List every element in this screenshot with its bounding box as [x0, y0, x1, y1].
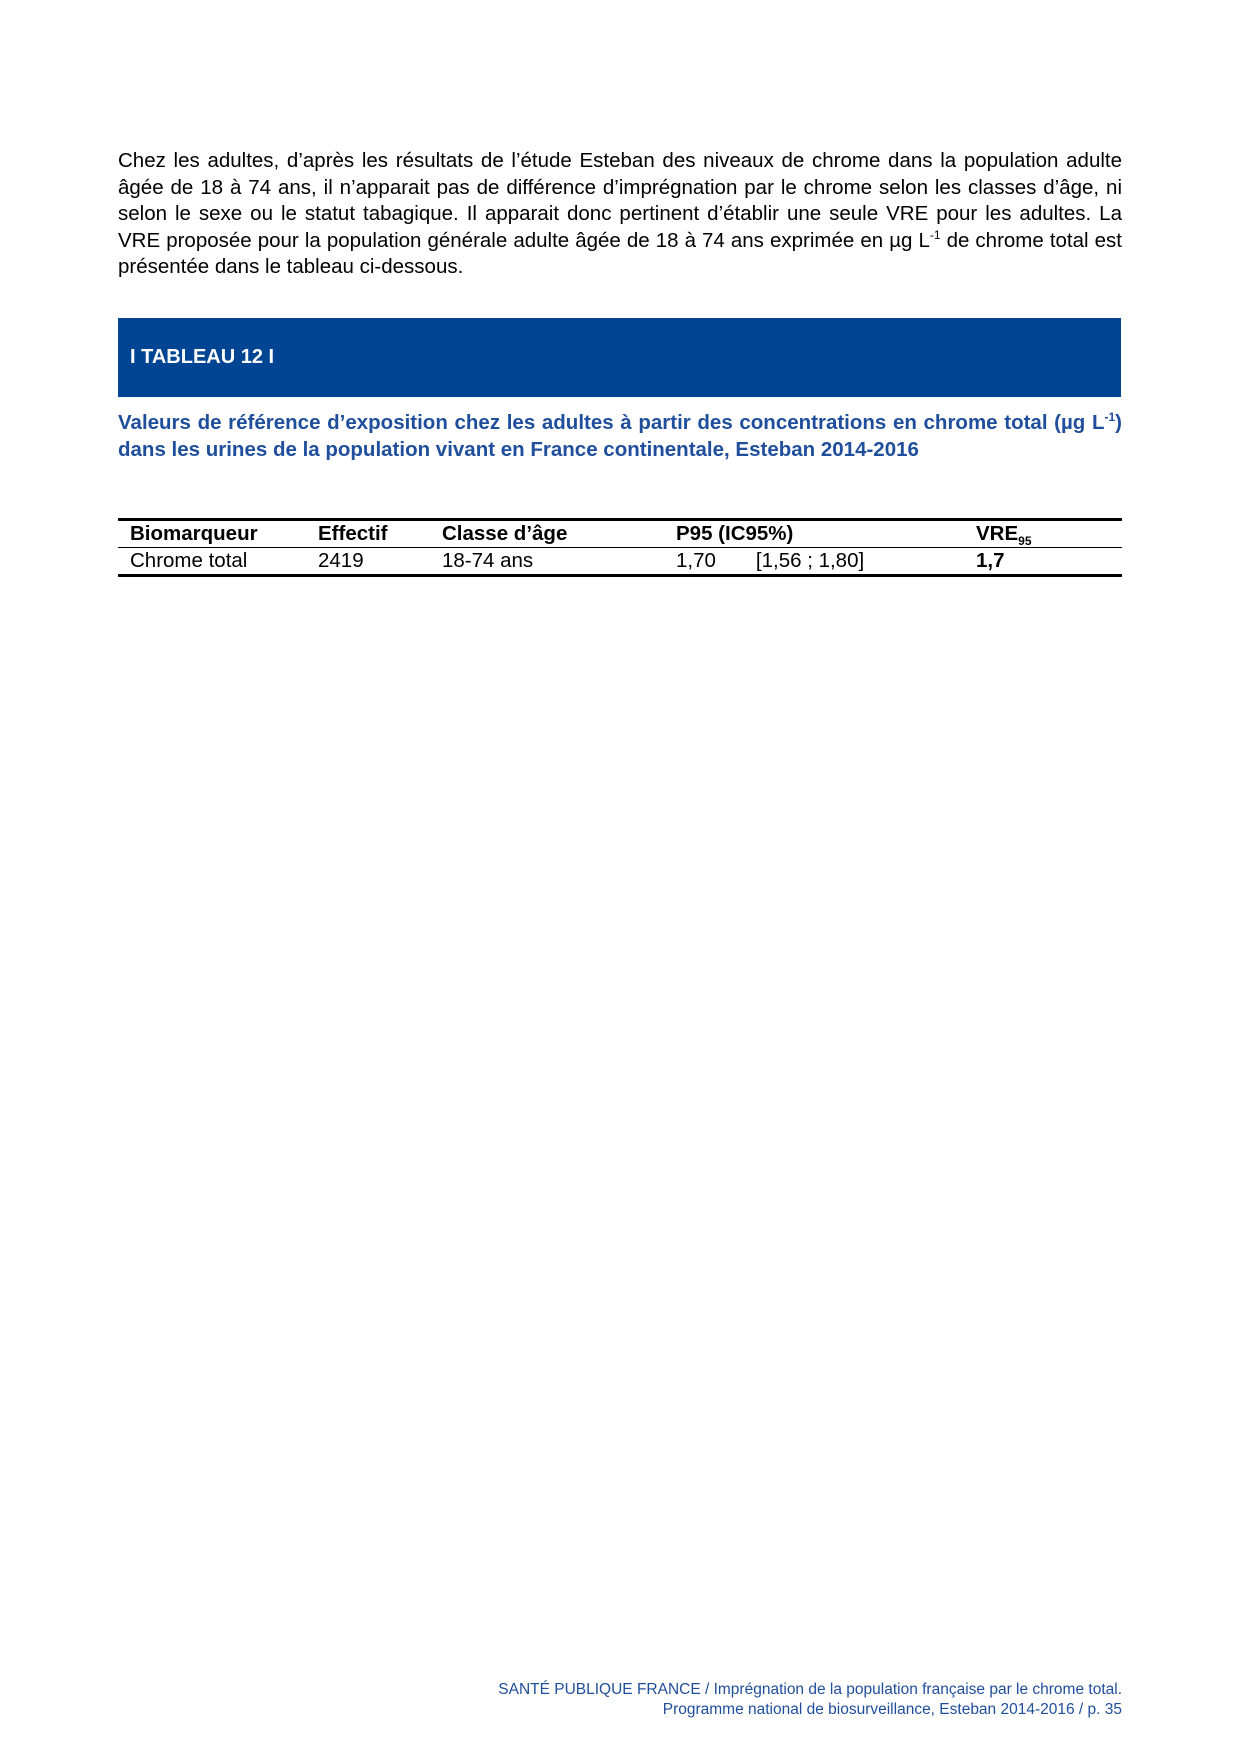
cell-p95-value: 1,70	[676, 549, 716, 572]
header-vre-label: VRE	[976, 522, 1019, 545]
header-effectif: Effectif	[306, 520, 430, 548]
cell-p95	[664, 548, 964, 576]
page-footer	[118, 1680, 1122, 1720]
cell-effectif: 2419	[306, 548, 430, 576]
footer-line-1: SANTÉ PUBLIQUE FRANCE / Imprégnation de la population française par le chrome total.	[498, 1681, 1122, 1698]
table-header-row	[118, 520, 1122, 548]
intro-superscript: -1	[929, 227, 941, 242]
reference-values-table	[118, 518, 1122, 577]
table-row	[118, 548, 1122, 576]
header-classe-age: Classe d’âge	[430, 520, 664, 548]
footer-line-2: Programme national de biosurveillance, Esteban 2014-2016 / p. 35	[662, 1701, 1122, 1718]
caption-text-part2: ) dans les urines de la population vivant en France continentale, Esteban 2014-2016	[118, 411, 1122, 461]
header-vre-subscript: 95	[1018, 534, 1032, 549]
table-caption	[118, 409, 1122, 463]
intro-text-part1: Chez les adultes, d’après les résultats de l’étude Esteban des niveaux de chrome dans la population adulte âgée de 18 à 74 ans, il n’apparait pas de différence d’imprégnation par le chrome selon les classes d’âge, ni selon le sexe ou le statut tabagique. Il apparait donc pertinent d’établir une seule VRE pour les adultes. La VRE proposée pour la population générale adulte âgée de 18 à 74 ans exprimée en µg L	[118, 149, 1122, 252]
cell-vre: 1,7	[964, 548, 1122, 576]
intro-text-part2: de chrome total est présentée dans le tableau ci-dessous.	[118, 228, 1122, 278]
header-biomarqueur: Biomarqueur	[118, 520, 306, 548]
cell-classe-age: 18-74 ans	[430, 548, 664, 576]
caption-superscript: -1	[1104, 410, 1116, 425]
table-title-banner	[118, 318, 1121, 397]
header-vre	[964, 520, 1122, 548]
cell-ic95-value: [1,56 ; 1,80]	[755, 549, 865, 572]
intro-paragraph	[118, 148, 1122, 281]
header-p95: P95 (IC95%)	[664, 520, 964, 548]
table-number-label: I TABLEAU 12 I	[130, 346, 275, 368]
cell-biomarqueur: Chrome total	[118, 548, 306, 576]
caption-text-part1: Valeurs de référence d’exposition chez les adultes à partir des concentrations en chrome total (µg L	[118, 411, 1105, 434]
